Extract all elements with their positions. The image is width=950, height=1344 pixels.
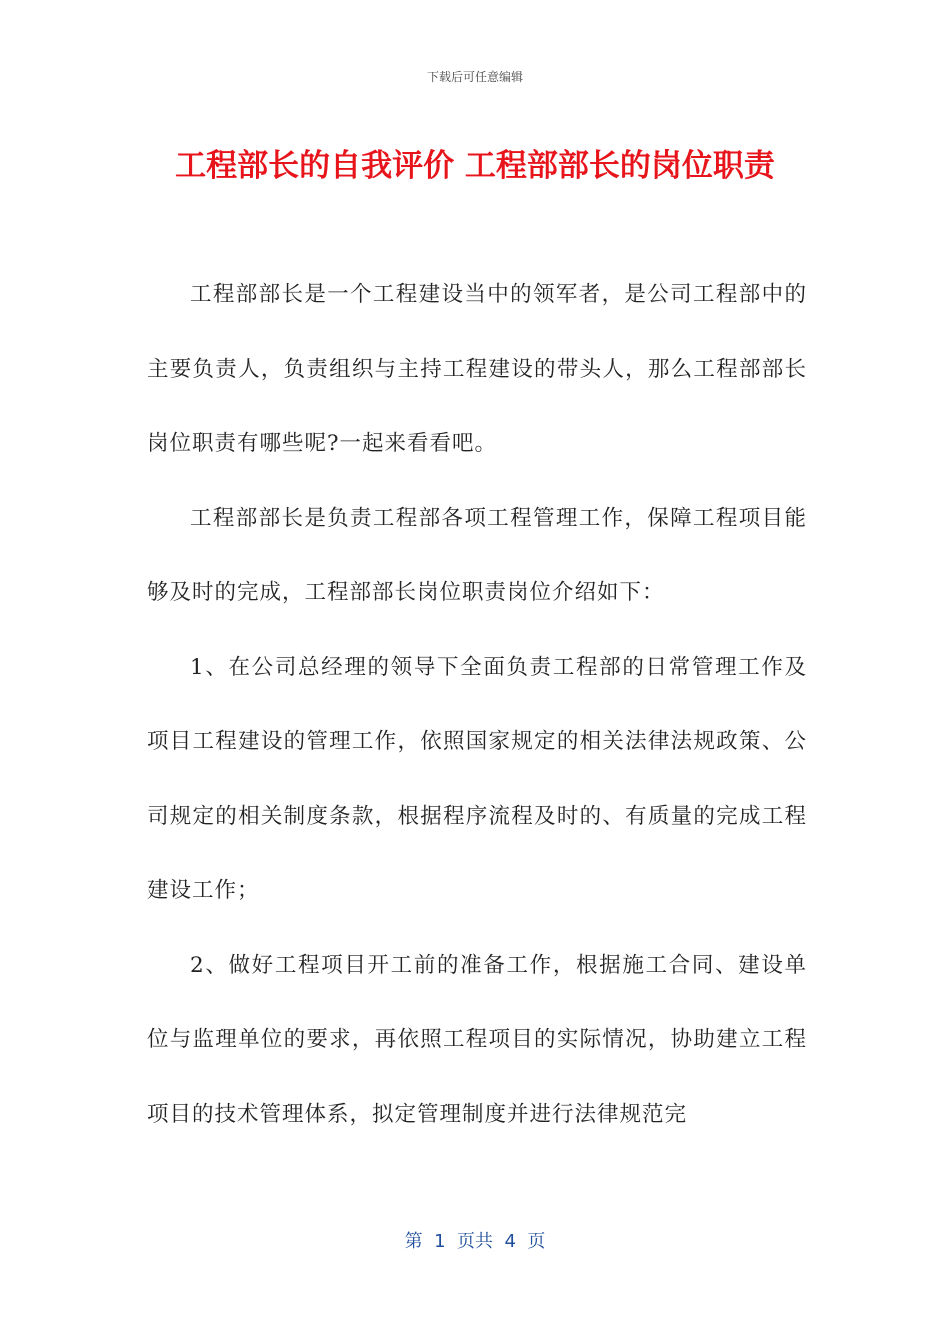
header-note: 下载后可任意编辑 <box>426 70 523 84</box>
paragraph-duty-1: 1、在公司总经理的领导下全面负责工程部的日常管理工作及项目工程建设的管理工作，依照国家规定的相关法律法规政策、公司规定的相关制度条款，根据程序流程及时的、有质量的完成工程建设工作； <box>147 654 807 903</box>
paragraph-duty-2: 2、做好工程项目开工前的准备工作，根据施工合同、建设单位与监理单位的要求，再依照工程项目的实际情况，协助建立工程项目的技术管理体系，拟定管理制度并进行法律规范完 <box>147 952 807 1127</box>
document-title: 工程部长的自我评价 工程部部长的岗位职责 <box>175 148 775 184</box>
paragraph-overview: 工程部部长是负责工程部各项工程管理工作，保障工程项目能够及时的完成，工程部部长岗位职责岗位介绍如下： <box>147 505 807 605</box>
paragraph-intro: 工程部部长是一个工程建设当中的领军者，是公司工程部中的主要负责人，负责组织与主持工程建设的带头人，那么工程部部长岗位职责有哪些呢?一起来看看吧。 <box>147 282 807 456</box>
document-body <box>147 258 807 1152</box>
page-footer: 第 1 页共 4 页 <box>404 1231 546 1252</box>
